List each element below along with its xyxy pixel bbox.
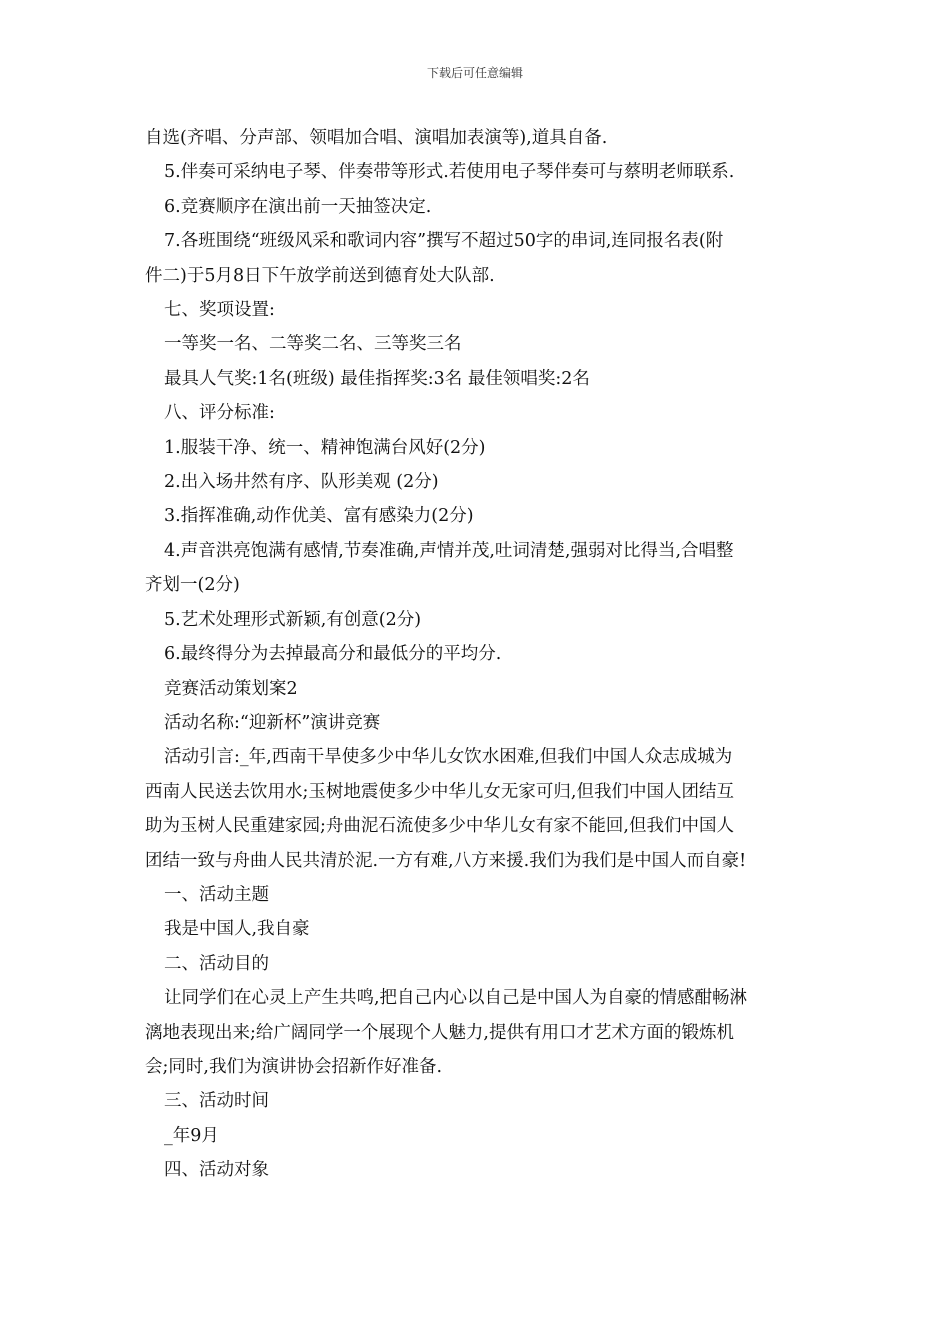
paragraph-line: 5.伴奏可采纳电子琴、伴奏带等形式.若使用电子琴伴奏可与蔡明老师联系. <box>164 162 735 183</box>
page-header: 下载后可任意编辑 <box>426 66 523 80</box>
paragraph-line: 一等奖一名、二等奖二名、三等奖三名 <box>164 334 462 355</box>
paragraph-line: 3.指挥准确,动作优美、富有感染力(2分) <box>164 506 474 527</box>
paragraph-line: 6.最终得分为去掉最高分和最低分的平均分. <box>164 644 502 665</box>
document-body <box>145 121 815 1188</box>
paragraph-line: 让同学们在心灵上产生共鸣,把自己内心以自己是中国人为自豪的情感酣畅淋 <box>164 988 748 1009</box>
paragraph-line: 活动名称:“迎新杯”演讲竞赛 <box>164 712 381 733</box>
paragraph-line: 漓地表现出来;给广阔同学一个展现个人魅力,提供有用口才艺术方面的锻炼机 <box>145 1022 734 1043</box>
paragraph-line: 5.艺术处理形式新颖,有创意(2分) <box>164 609 422 630</box>
paragraph-line: 竞赛活动策划案2 <box>164 678 298 699</box>
paragraph-line: _年9月 <box>164 1125 219 1146</box>
paragraph-line: 4.声音洪亮饱满有感情,节奏准确,声情并茂,吐词清楚,强弱对比得当,合唱整 <box>164 540 734 561</box>
paragraph-line: 三、活动时间 <box>164 1091 269 1112</box>
paragraph-line: 一、活动主题 <box>164 884 269 905</box>
paragraph-line: 二、活动目的 <box>164 953 269 974</box>
paragraph-line: 助为玉树人民重建家园;舟曲泥石流使多少中华儿女有家不能回,但我们中国人 <box>145 816 734 837</box>
paragraph-line: 西南人民送去饮用水;玉树地震使多少中华儿女无家可归,但我们中国人团结互 <box>145 781 734 802</box>
paragraph-line: 齐划一(2分) <box>145 575 240 596</box>
paragraph-line: 我是中国人,我自豪 <box>164 919 310 940</box>
paragraph-line: 自选(齐唱、分声部、领唱加合唱、演唱加表演等),道具自备. <box>145 128 608 148</box>
paragraph-line: 1.服装干净、统一、精神饱满台风好(2分) <box>164 437 486 458</box>
paragraph-line: 四、活动对象 <box>164 1160 269 1181</box>
paragraph-line: 最具人气奖:1名(班级) 最佳指挥奖:3名 最佳领唱奖:2名 <box>164 368 590 389</box>
paragraph-line: 6.竞赛顺序在演出前一天抽签决定. <box>164 196 432 217</box>
paragraph-line: 七、奖项设置: <box>164 300 275 321</box>
paragraph-line: 7.各班围绕“班级风采和歌词内容”撰写不超过50字的串词,连同报名表(附 <box>164 231 724 252</box>
paragraph-line: 件二)于5月8日下午放学前送到德育处大队部. <box>145 265 495 286</box>
paragraph-line: 八、评分标准: <box>164 403 275 424</box>
paragraph-line: 会;同时,我们为演讲协会招新作好准备. <box>145 1056 443 1077</box>
paragraph-line: 团结一致与舟曲人民共清於泥.一方有难,八方来援.我们为我们是中国人而自豪! <box>145 850 747 871</box>
paragraph-line: 2.出入场井然有序、队形美观 (2分) <box>164 472 439 493</box>
paragraph-line: 活动引言:_年,西南干旱使多少中华儿女饮水困难,但我们中国人众志成城为 <box>164 747 733 768</box>
